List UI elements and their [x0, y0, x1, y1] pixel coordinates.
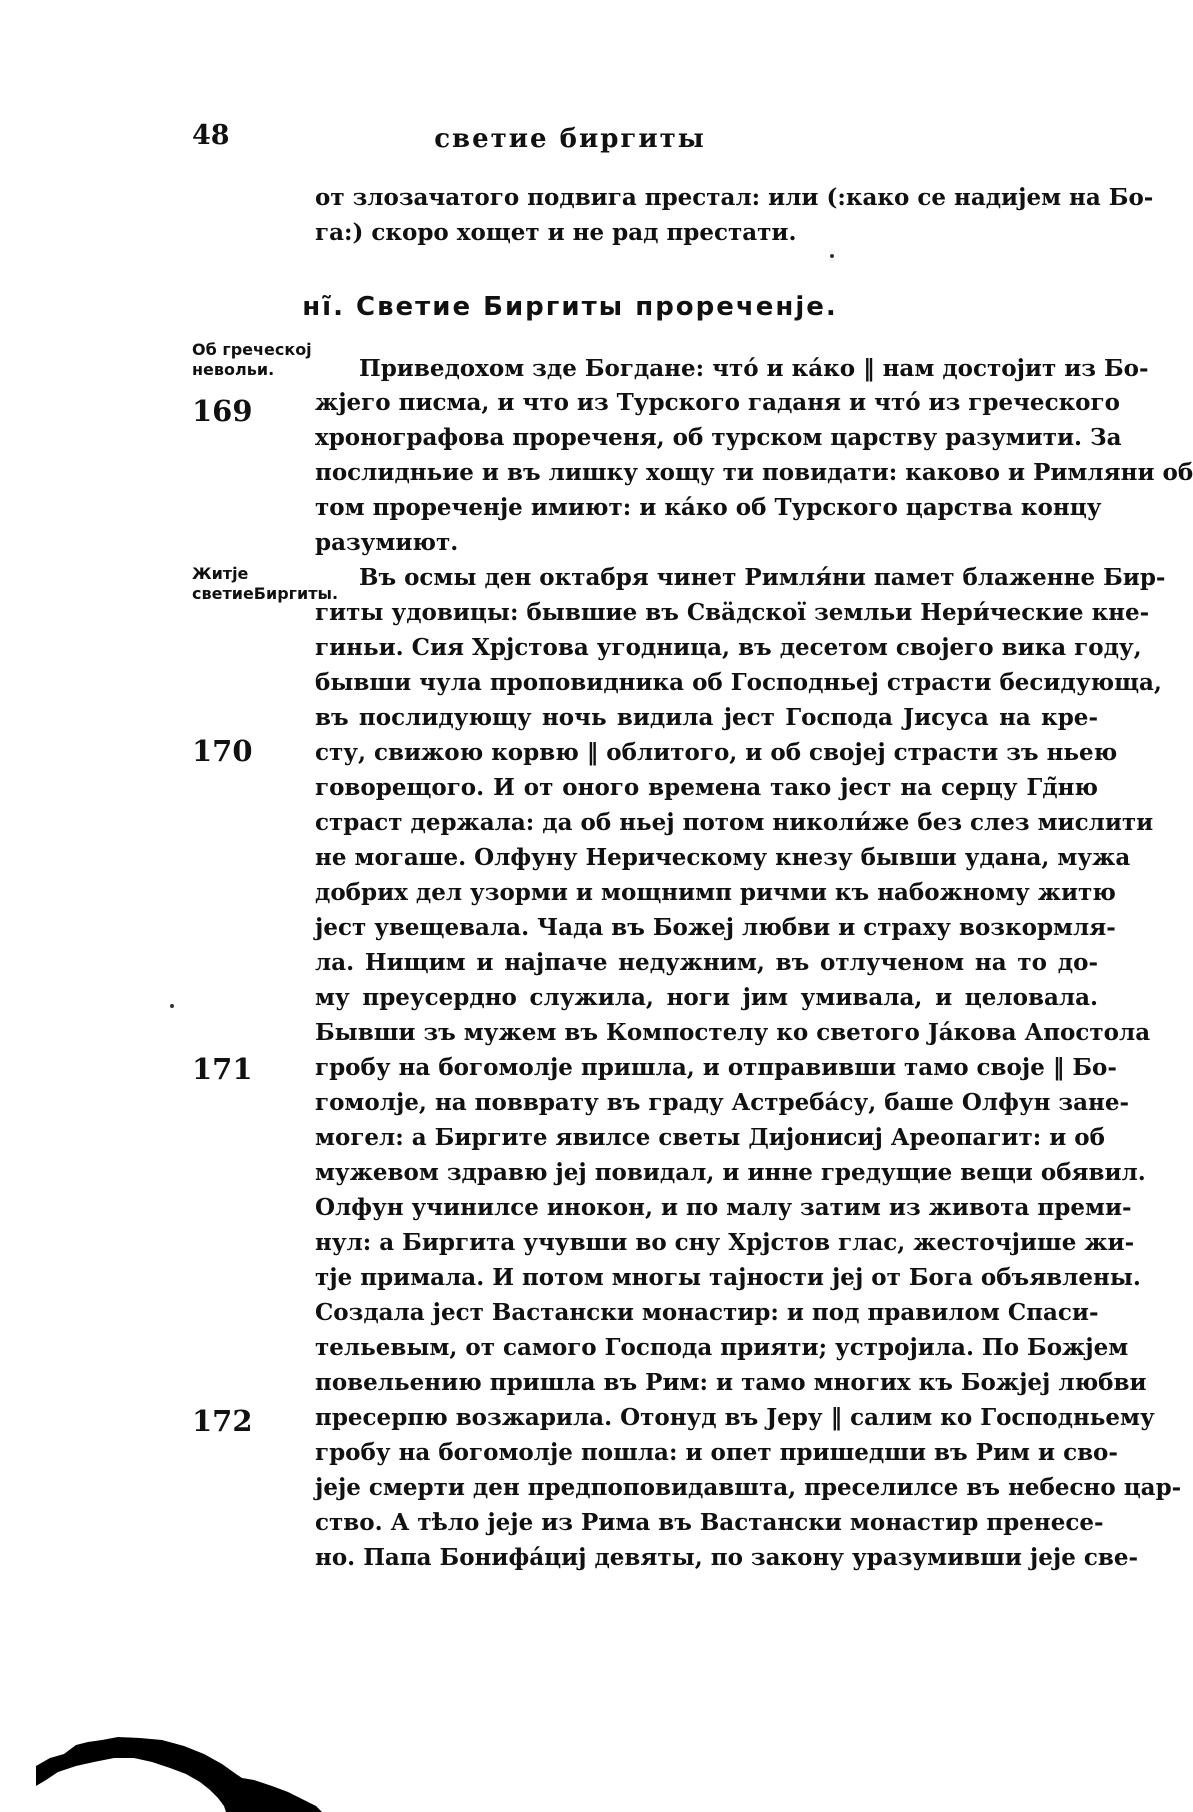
text-line: пресерпю возжарила. Отонуд въ Јеру ‖ салим ко Господньему	[315, 1404, 1155, 1431]
text-line: Создала јест Вастански монастир: и под правилом Спаси-	[315, 1299, 1099, 1326]
text-line: гиты удовицы: бывшие въ Свäдскої земльи Нери́ческие кне-	[315, 599, 1150, 626]
scan-ink-blot	[36, 1700, 326, 1812]
text-line: јест увещевала. Чада въ Божеј любви и страху возкормля-	[315, 914, 1116, 941]
text-line: послидньие и въ лишку хощу ти повидати: каково и Римляни об	[315, 459, 1193, 486]
text-line: разумиют.	[315, 529, 459, 556]
margin-number: 170	[192, 734, 253, 768]
text-line: Приведохом зде Богдане: что́ и ка́ко ‖ нам достојит из Бо-	[359, 355, 1149, 382]
text-line: говорещого. И от оного времена тако јест на серцу Гд̃ню	[315, 774, 1098, 801]
text-line: повельению пришла въ Рим: и тамо многих къ Божјеј любви	[315, 1369, 1147, 1396]
text-line: га:) скоро хощет и не рад престати.	[315, 219, 797, 246]
running-head: светие биргиты	[434, 124, 706, 154]
text-line: му преусердно служила, ноги јим умивала, и целовала.	[315, 984, 1098, 1011]
text-line: хронографова прореченя, об турском царству разумити. За	[315, 424, 1122, 451]
text-line: сту, свижою корвю ‖ облитого, и об својеј страсти зъ ньею	[315, 739, 1118, 766]
text-line: ла. Нищим и најпаче недужним, въ отлученом на то до-	[315, 949, 1098, 976]
text-line: но. Папа Бонифа́циј девяты, по закону уразумивши јеје све-	[315, 1544, 1139, 1571]
text-line: јеје смерти ден предпоповидавшта, преселилсе въ небесно цар-	[315, 1474, 1182, 1501]
text-line: могел: а Биргите явилсе светы Дијонисиј Ареопагит: и об	[315, 1124, 1105, 1151]
text-line: гробу на богомолје пришла, и отправивши тамо своје ‖ Бо-	[315, 1054, 1117, 1081]
text-line: Въ осмы ден октабря чинет Римля́ни памет блаженне Бир-	[359, 564, 1166, 591]
text-line: тельевым, от самого Господа прияти; устројила. По Божјем	[315, 1334, 1129, 1361]
margin-number: 169	[192, 394, 253, 428]
text-line: гиньи. Сия Хрјстова угодница, въ десетом својего вика году,	[315, 634, 1142, 661]
speck	[170, 1004, 174, 1008]
ink-blot-shape	[36, 1737, 322, 1812]
text-line: не могаше. Олфуну Нерическому кнезу бывши удана, мужа	[315, 844, 1131, 871]
text-line: гробу на богомолје пошла: и опет пришедши въ Рим и сво-	[315, 1439, 1118, 1466]
page-number: 48	[192, 120, 230, 151]
speck	[830, 254, 834, 258]
text-line: том прореченје имиют: и ка́ко об Турского царства концу	[315, 494, 1102, 521]
text-line: бывши чула проповидника об Господньеј страсти бесидующа,	[315, 669, 1162, 696]
side-note-greek: Об греческој невольи.	[192, 340, 312, 379]
text-line: въ послидующу ночь видила јест Господа Јисуса на кре-	[315, 704, 1098, 731]
text-line: тје примала. И потом многы тајности јеј от Бога объявлены.	[315, 1264, 1141, 1291]
text-line: ство. А тѣло јеје из Рима въ Вастански монастир пренесе-	[315, 1509, 1104, 1536]
text-line: жјего писма, и что из Турского гаданя и что́ из греческого	[315, 389, 1120, 416]
text-line: Бывши зъ мужем въ Компостелу ко светого Ја́кова Апостола	[315, 1019, 1151, 1046]
side-note-life: Житје светиеБиргиты.	[192, 564, 339, 603]
text-line: нул: а Биргита учувши во сну Хрјстов глас, жесточјише жи-	[315, 1229, 1135, 1256]
margin-number: 171	[192, 1052, 253, 1086]
text-line: добрих дел узорми и мощнимп ричми къ набожному житю	[315, 879, 1116, 906]
section-title: нı̃. Светие Биргиты прореченје.	[302, 292, 838, 322]
text-line: страст держала: да об ньеј потом николи́же без слез мислити	[315, 809, 1154, 836]
margin-number: 172	[192, 1404, 253, 1438]
text-line: Олфун учинилсе инокон, и по малу затим из живота преми-	[315, 1194, 1132, 1221]
text-line: мужевом здравю јеј повидал, и инне гредущие вещи обявил.	[315, 1159, 1146, 1186]
text-line: гомолје, на повврату въ граду Астребáсу, баше Олфун зане-	[315, 1089, 1130, 1116]
text-line: от злозачатого подвига престал: или (:како се надијем на Бо-	[315, 184, 1154, 211]
